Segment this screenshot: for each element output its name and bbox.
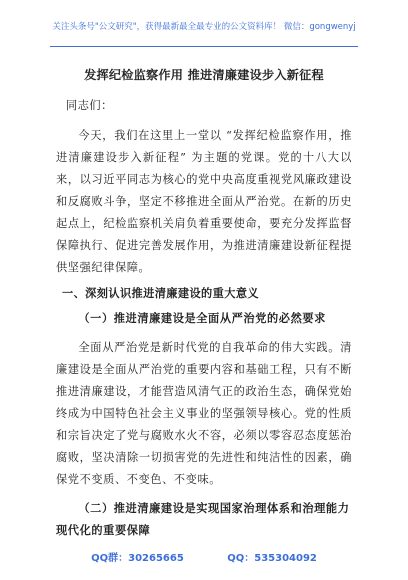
footer-contact [0,549,408,564]
header-banner: 关注头条号"公文研究"，获得最新最全最专业的公文资料库！ 微信：gongwenyj [52,22,356,32]
subsection-paragraph: 全面从严治党是新时代党的自我革命的伟大实践。清廉建设是全面从严治党的重要内容和基础工程，只有不断推进清廉建设，才能营造风清气正的政治生态，确保党始终成为中国特色社会主义事业的坚强领导核心。党的性质和宗旨决定了党与腐败水火不容，必须以零容忍态度惩治腐败，坚决清除一切损害党的先进性和纯洁性的因素，确保党不变质、不变色、不变味。 [56,341,352,486]
intro-paragraph: 今天，我们在这里上一堂以 “发挥纪检监察作用，推进清廉建设步入新征程” 为主题的党课。党的十八大以来，以习近平同志为核心的党中央高度重视党风廉政建设和反腐败斗争，坚定不移推进全面从严治党。在新的历史起点上，纪检监察机关肩负着重要使命，要充分发挥监督保障执行、促进完善发展作用，为推进清廉建设新征程提供坚强纪律保障。 [56,129,352,274]
document-body [56,66,352,549]
subsection-heading: （二）推进清廉建设是实现国家治理体系和治理能力现代化的重要保障 [56,501,350,537]
qq-number: QQ：535304092 [227,553,317,564]
document-title: 发挥纪检监察作用 推进清廉建设步入新征程 [84,68,324,82]
greeting: 同志们： [66,99,113,112]
subsection-heading: （一）推进清廉建设是全面从严治党的必然要求 [78,311,326,325]
header-divider [50,46,358,47]
section-heading: 一、深刻认识推进清廉建设的重大意义 [62,287,259,300]
qq-group-number: QQ群：30265665 [91,553,184,564]
